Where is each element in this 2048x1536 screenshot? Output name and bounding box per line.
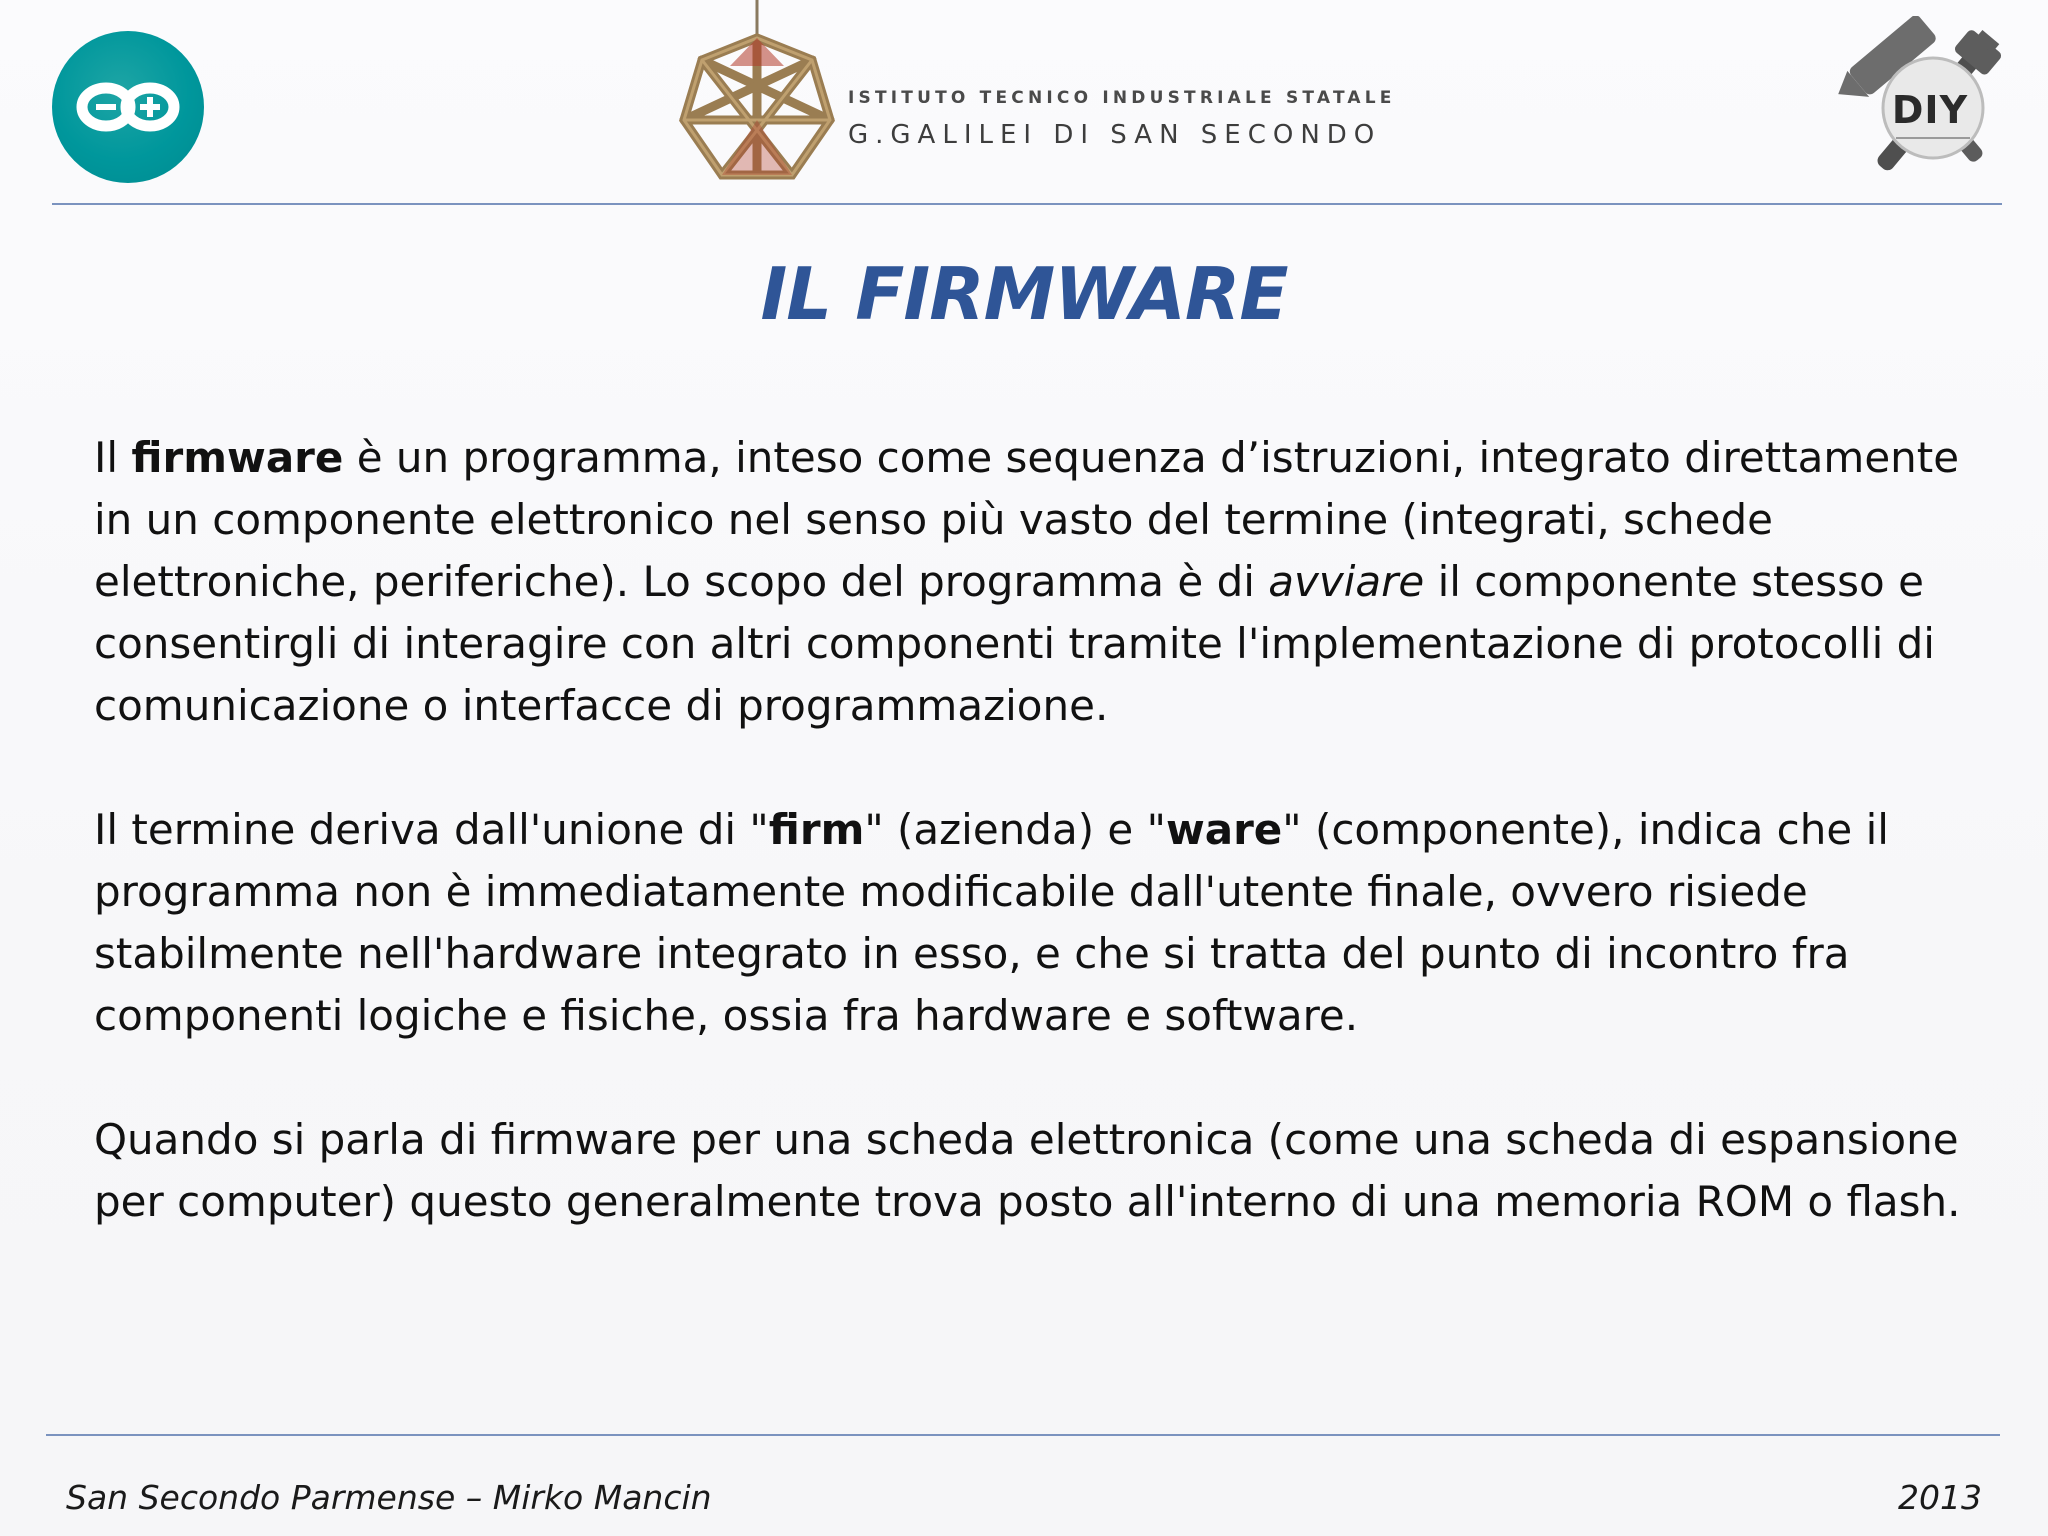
slide-title: IL FIRMWARE [760, 252, 1288, 336]
paragraph-gap [94, 737, 1994, 799]
paragraph-3: Quando si parla di firmware per una scheda elettronica (come una scheda di espansione per computer) questo generalmente trova posto all'interno di una memoria ROM o flash. [94, 1115, 1961, 1226]
paragraph-2 [94, 799, 1994, 1047]
paragraph-gap [94, 1047, 1994, 1109]
footer-author: San Secondo Parmense – Mirko Mancin [66, 1478, 712, 1517]
school-name-line1: ISTITUTO TECNICO INDUSTRIALE STATALE [848, 88, 1396, 108]
paragraph-1 [94, 427, 1994, 737]
p1-text-2: è un programma, inteso come sequenza d’istruzioni, integrato direttamente in un componente elettronico nel senso più vasto del termine (integrati, schede elettroniche, periferiche). Lo scopo del programma è di [94, 433, 1960, 606]
polyhedron-logo-icon [672, 0, 842, 185]
arduino-logo-icon [52, 31, 204, 183]
header-divider [52, 203, 2002, 205]
p2-text-3: " (componente), indica che il programma non è immediatamente modificabile dall'utente finale, ovvero risiede stabilmente nell'hardware integrato in esso, e che si tratta del punto di incontro fra componenti logiche e fisiche, ossia fra hardware e software. [94, 805, 1889, 1040]
footer-year: 2013 [1898, 1478, 1982, 1517]
p1-text-1: Il [94, 433, 132, 482]
p2-text-1: Il termine deriva dall'unione di " [94, 805, 769, 854]
p2-bold-ware: ware [1165, 805, 1283, 854]
slide-body [94, 427, 1994, 1233]
school-logo [672, 0, 1396, 190]
p2-text-2: " (azienda) e " [864, 805, 1166, 854]
p1-bold-firmware: firmware [131, 433, 344, 482]
diy-label: DIY [1891, 88, 1969, 132]
p1-italic-avviare: avviare [1268, 557, 1425, 606]
footer-divider [46, 1434, 2000, 1436]
diy-tools-logo-icon [1838, 16, 2028, 196]
slide-header [0, 0, 2048, 205]
p1-text-3: il componente stesso e consentirgli di interagire con altri componenti tramite l'implementazione di protocolli di comunicazione o interfacce di programmazione. [94, 557, 1935, 730]
p2-bold-firm: firm [768, 805, 865, 854]
school-name-line2: G.GALILEI DI SAN SECONDO [848, 120, 1382, 150]
